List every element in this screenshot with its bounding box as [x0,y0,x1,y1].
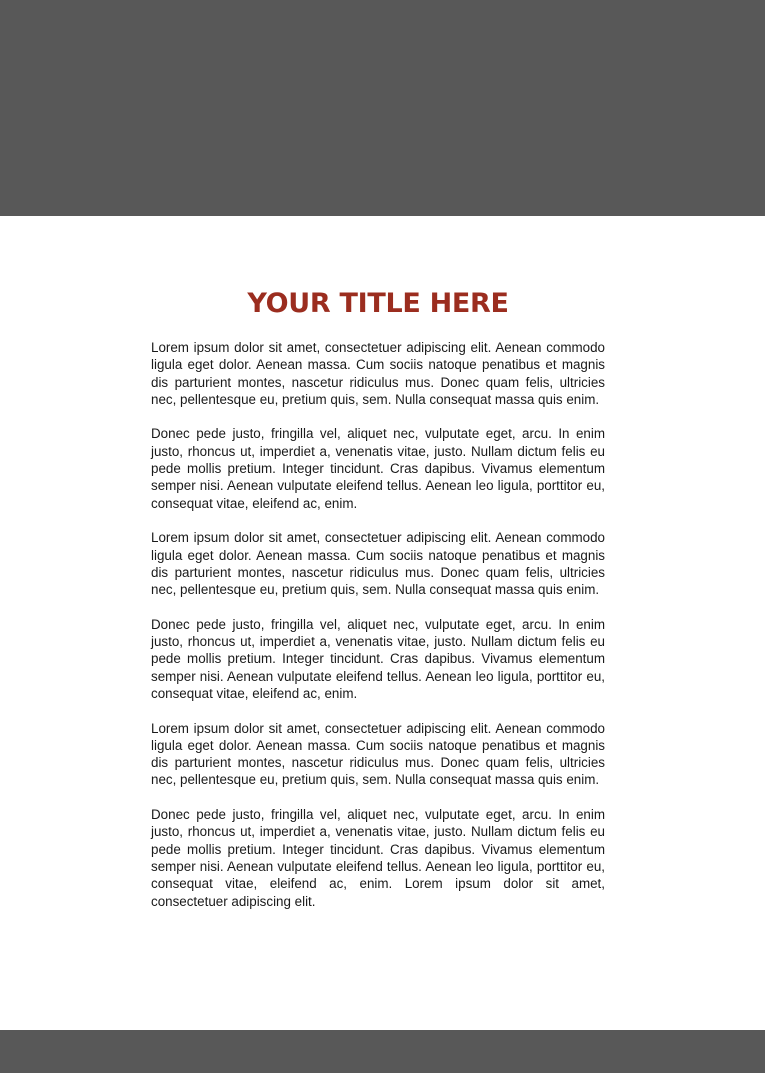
body-paragraph: Lorem ipsum dolor sit amet, consectetuer adipiscing elit. Aenean commodo ligula eget dolor. Aenean massa. Cum sociis natoque penatibus et magnis dis parturient montes, nascetur ridiculus mus. Donec quam felis, ultricies nec, pellentesque eu, pretium quis, sem. Nulla consequat massa quis enim. [151,340,605,407]
body-paragraph: Donec pede justo, fringilla vel, aliquet nec, vulputate eget, arcu. In enim justo, rhoncus ut, imperdiet a, venenatis vitae, justo. Nullam dictum felis eu pede mollis pretium. Integer tincidunt. Cras dapibus. Vivamus elementum semper nisi. Aenean vulputate eleifend tellus. Aenean leo ligula, porttitor eu, consequat vitae, eleifend ac, enim. Lorem ipsum dolor sit amet, consectetuer adipiscing elit. [151,807,605,909]
body-paragraph: Lorem ipsum dolor sit amet, consectetuer adipiscing elit. Aenean commodo ligula eget dolor. Aenean massa. Cum sociis natoque penatibus et magnis dis parturient montes, nascetur ridiculus mus. Donec quam felis, ultricies nec, pellentesque eu, pretium quis, sem. Nulla consequat massa quis enim. [151,530,605,598]
body-paragraph: Donec pede justo, fringilla vel, aliquet nec, vulputate eget, arcu. In enim justo, rhoncus ut, imperdiet a, venenatis vitae, justo. Nullam dictum felis eu pede mollis pretium. Integer tincidunt. Cras dapibus. Vivamus elementum semper nisi. Aenean vulputate eleifend tellus. Aenean leo ligula, porttitor eu, consequat vitae, eleifend ac, enim. [151,616,605,701]
document-title: YOUR TITLE HERE [247,288,509,319]
footer-band [0,1030,765,1073]
body-paragraph: Donec pede justo, fringilla vel, aliquet nec, vulputate eget, arcu. In enim justo, rhoncus ut, imperdiet a, venenatis vitae, justo. Nullam dictum felis eu pede mollis pretium. Integer tincidunt. Cras dapibus. Vivamus elementum semper nisi. Aenean vulputate eleifend tellus. Aenean leo ligula, porttitor eu, consequat vitae, eleifend ac, enim. [151,426,605,511]
document-body [151,286,605,910]
body-paragraph: Lorem ipsum dolor sit amet, consectetuer adipiscing elit. Aenean commodo ligula eget dolor. Aenean massa. Cum sociis natoque penatibus et magnis dis parturient montes, nascetur ridiculus mus. Donec quam felis, ultricies nec, pellentesque eu, pretium quis, sem. Nulla consequat massa quis enim. [151,720,605,788]
header-band [0,0,765,216]
